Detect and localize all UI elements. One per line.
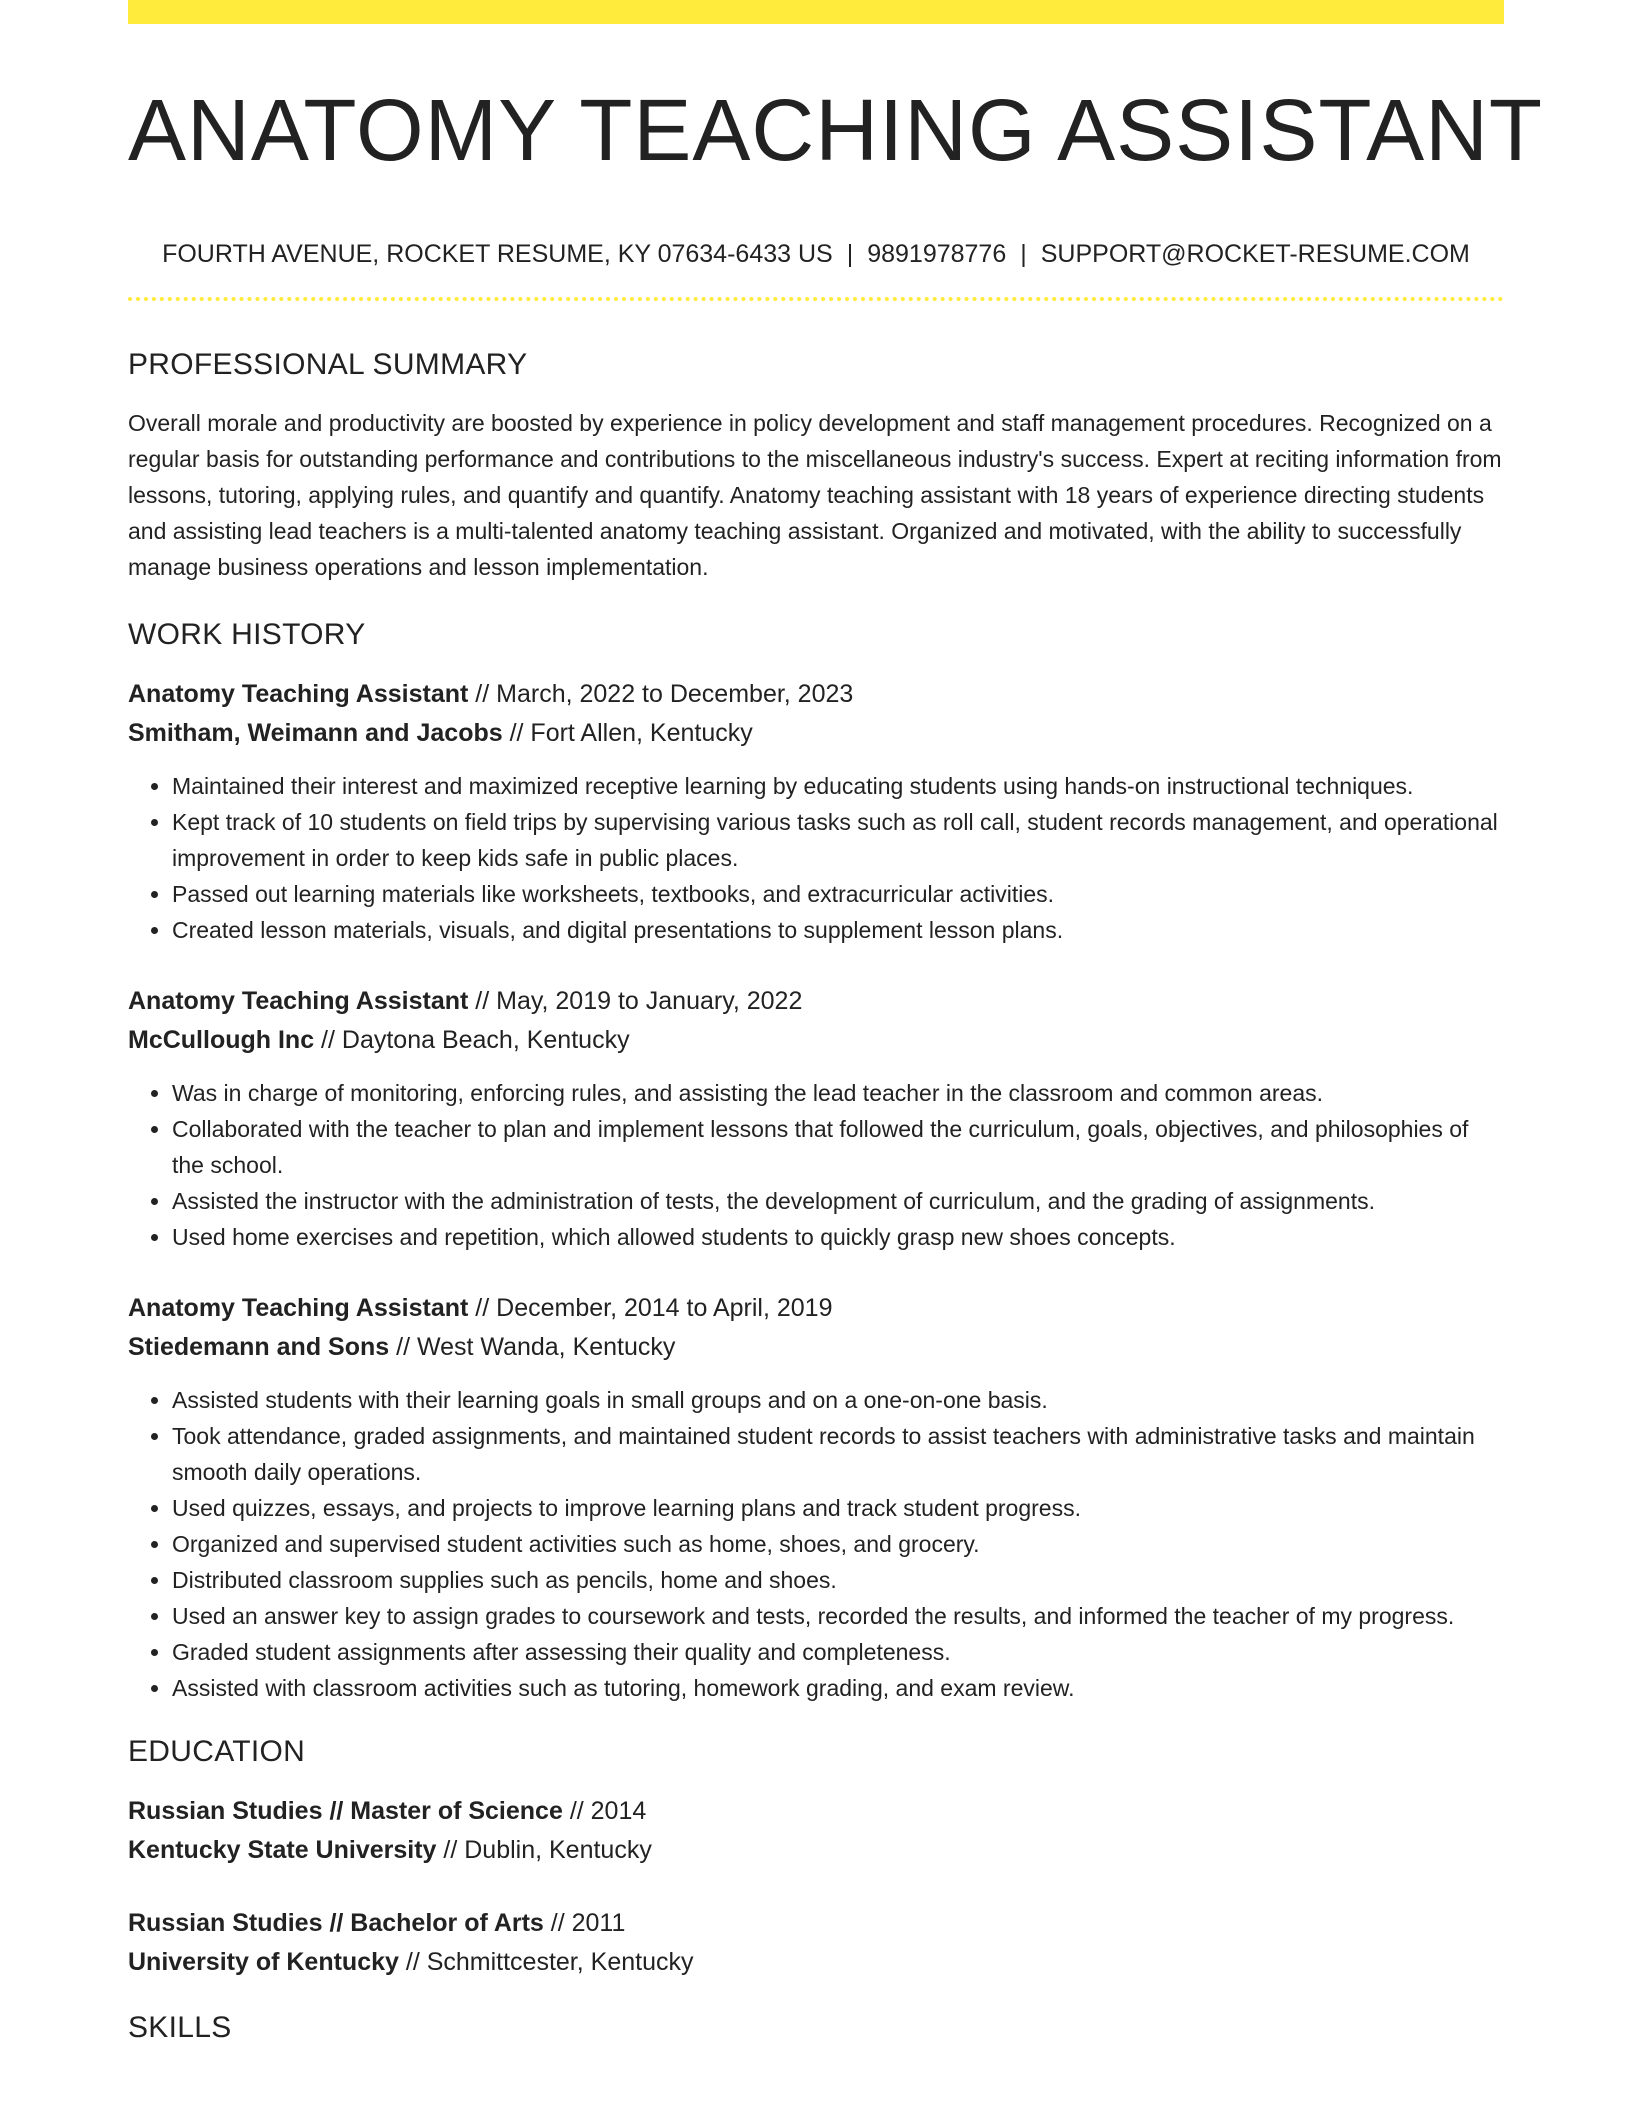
job-role: Anatomy Teaching Assistant (128, 680, 469, 708)
education-heading: EDUCATION (128, 1735, 306, 1768)
bullet-item: • Took attendance, graded assignments, and maintained student records to assist teachers with administrative tasks and maintain smooth daily operations. (172, 1418, 1504, 1490)
job-location: // Fort Allen, Kentucky (502, 719, 753, 747)
school-location: // Dublin, Kentucky (436, 1836, 652, 1864)
contact-separator: | (1020, 240, 1027, 268)
job-company: Smitham, Weimann and Jacobs (128, 719, 503, 747)
job-bullets (128, 1075, 1504, 1255)
bullet-item: • Assisted students with their learning goals in small groups and on a one-on-one basis. (172, 1382, 1504, 1418)
job-dates: // December, 2014 to April, 2019 (468, 1294, 833, 1322)
contact-address: FOURTH AVENUE, ROCKET RESUME, KY 07634-6433 US (162, 240, 833, 268)
job-company: McCullough Inc (128, 1026, 315, 1054)
work-history-heading: WORK HISTORY (128, 618, 366, 651)
contact-phone: 9891978776 (867, 240, 1007, 268)
degree-line (128, 1904, 1504, 1943)
bullet-item: • Used home exercises and repetition, which allowed students to quickly grasp new shoes concepts. (172, 1219, 1504, 1255)
degree-name: Russian Studies // Bachelor of Arts (128, 1909, 544, 1937)
job-company: Stiedemann and Sons (128, 1333, 390, 1361)
school-line (128, 1943, 1504, 1982)
bullet-item: • Used quizzes, essays, and projects to improve learning plans and track student progress. (172, 1490, 1504, 1526)
job-entry (128, 982, 1504, 1255)
degree-year: // 2014 (562, 1797, 647, 1825)
school-line (128, 1831, 1504, 1870)
degree-name: Russian Studies // Master of Science (128, 1797, 563, 1825)
bullet-item: • Created lesson materials, visuals, and digital presentations to supplement lesson plans. (172, 912, 1504, 948)
job-entry (128, 1289, 1504, 1706)
resume-page (128, 0, 1544, 2046)
job-company-line (128, 1328, 1504, 1367)
bullet-item: • Passed out learning materials like worksheets, textbooks, and extracurricular activities. (172, 876, 1504, 912)
education-entry (128, 1904, 1504, 1982)
dotted-divider (128, 297, 1504, 301)
job-bullets (128, 1382, 1504, 1706)
summary-heading: PROFESSIONAL SUMMARY (128, 348, 528, 381)
job-title-line (128, 982, 1504, 1021)
school-name: Kentucky State University (128, 1836, 437, 1864)
school-location: // Schmittcester, Kentucky (398, 1948, 694, 1976)
bullet-item: • Assisted the instructor with the administration of tests, the development of curriculum, and the grading of assignments. (172, 1183, 1504, 1219)
bullet-item: • Maintained their interest and maximized receptive learning by educating students using hands-on instructional techniques. (172, 768, 1504, 804)
bullet-item: • Used an answer key to assign grades to coursework and tests, recorded the results, and informed the teacher of my progress. (172, 1598, 1504, 1634)
job-company-line (128, 1021, 1504, 1060)
bullet-item: • Was in charge of monitoring, enforcing rules, and assisting the lead teacher in the classroom and common areas. (172, 1075, 1504, 1111)
job-role: Anatomy Teaching Assistant (128, 1294, 469, 1322)
degree-year: // 2011 (543, 1909, 626, 1937)
accent-top-bar (128, 0, 1504, 24)
job-company-line (128, 714, 1504, 753)
job-location: // West Wanda, Kentucky (389, 1333, 676, 1361)
bullet-item: • Distributed classroom supplies such as pencils, home and shoes. (172, 1562, 1504, 1598)
job-location: // Daytona Beach, Kentucky (314, 1026, 630, 1054)
contact-email: SUPPORT@ROCKET-RESUME.COM (1040, 240, 1470, 268)
job-entry (128, 675, 1504, 948)
bullet-item: • Collaborated with the teacher to plan and implement lessons that followed the curriculum, goals, objectives, and philosophies of the school. (172, 1111, 1504, 1183)
bullet-item: • Kept track of 10 students on field trips by supervising various tasks such as roll call, student records management, and operational improvement in order to keep kids safe in public places. (172, 804, 1504, 876)
contact-line (128, 239, 1504, 269)
job-dates: // March, 2022 to December, 2023 (468, 680, 854, 708)
skills-heading: SKILLS (128, 2011, 232, 2044)
degree-line (128, 1792, 1504, 1831)
school-name: University of Kentucky (128, 1948, 399, 1976)
education-entry (128, 1792, 1504, 1870)
job-title-line (128, 1289, 1504, 1328)
bullet-item: • Graded student assignments after assessing their quality and completeness. (172, 1634, 1504, 1670)
resume-name: ANATOMY TEACHING ASSISTANT (128, 82, 1544, 179)
bullet-item: • Organized and supervised student activities such as home, shoes, and grocery. (172, 1526, 1504, 1562)
summary-text: Overall morale and productivity are boosted by experience in policy development and staff management procedures. Recognized on a regular basis for outstanding performance and contributions to the miscellaneous industry's success. Expert at reciting information from lessons, tutoring, applying rules, and quantify and quantify. Anatomy teaching assistant with 18 years of experience directing students and assisting lead teachers is a multi-talented anatomy teaching assistant. Organized and motivated, with the ability to successfully manage business operations and lesson implementation. (128, 410, 1502, 580)
job-role: Anatomy Teaching Assistant (128, 987, 469, 1015)
job-title-line (128, 675, 1504, 714)
bullet-item: • Assisted with classroom activities such as tutoring, homework grading, and exam review. (172, 1670, 1504, 1706)
job-bullets (128, 768, 1504, 948)
contact-separator: | (846, 240, 854, 268)
job-dates: // May, 2019 to January, 2022 (468, 987, 803, 1015)
